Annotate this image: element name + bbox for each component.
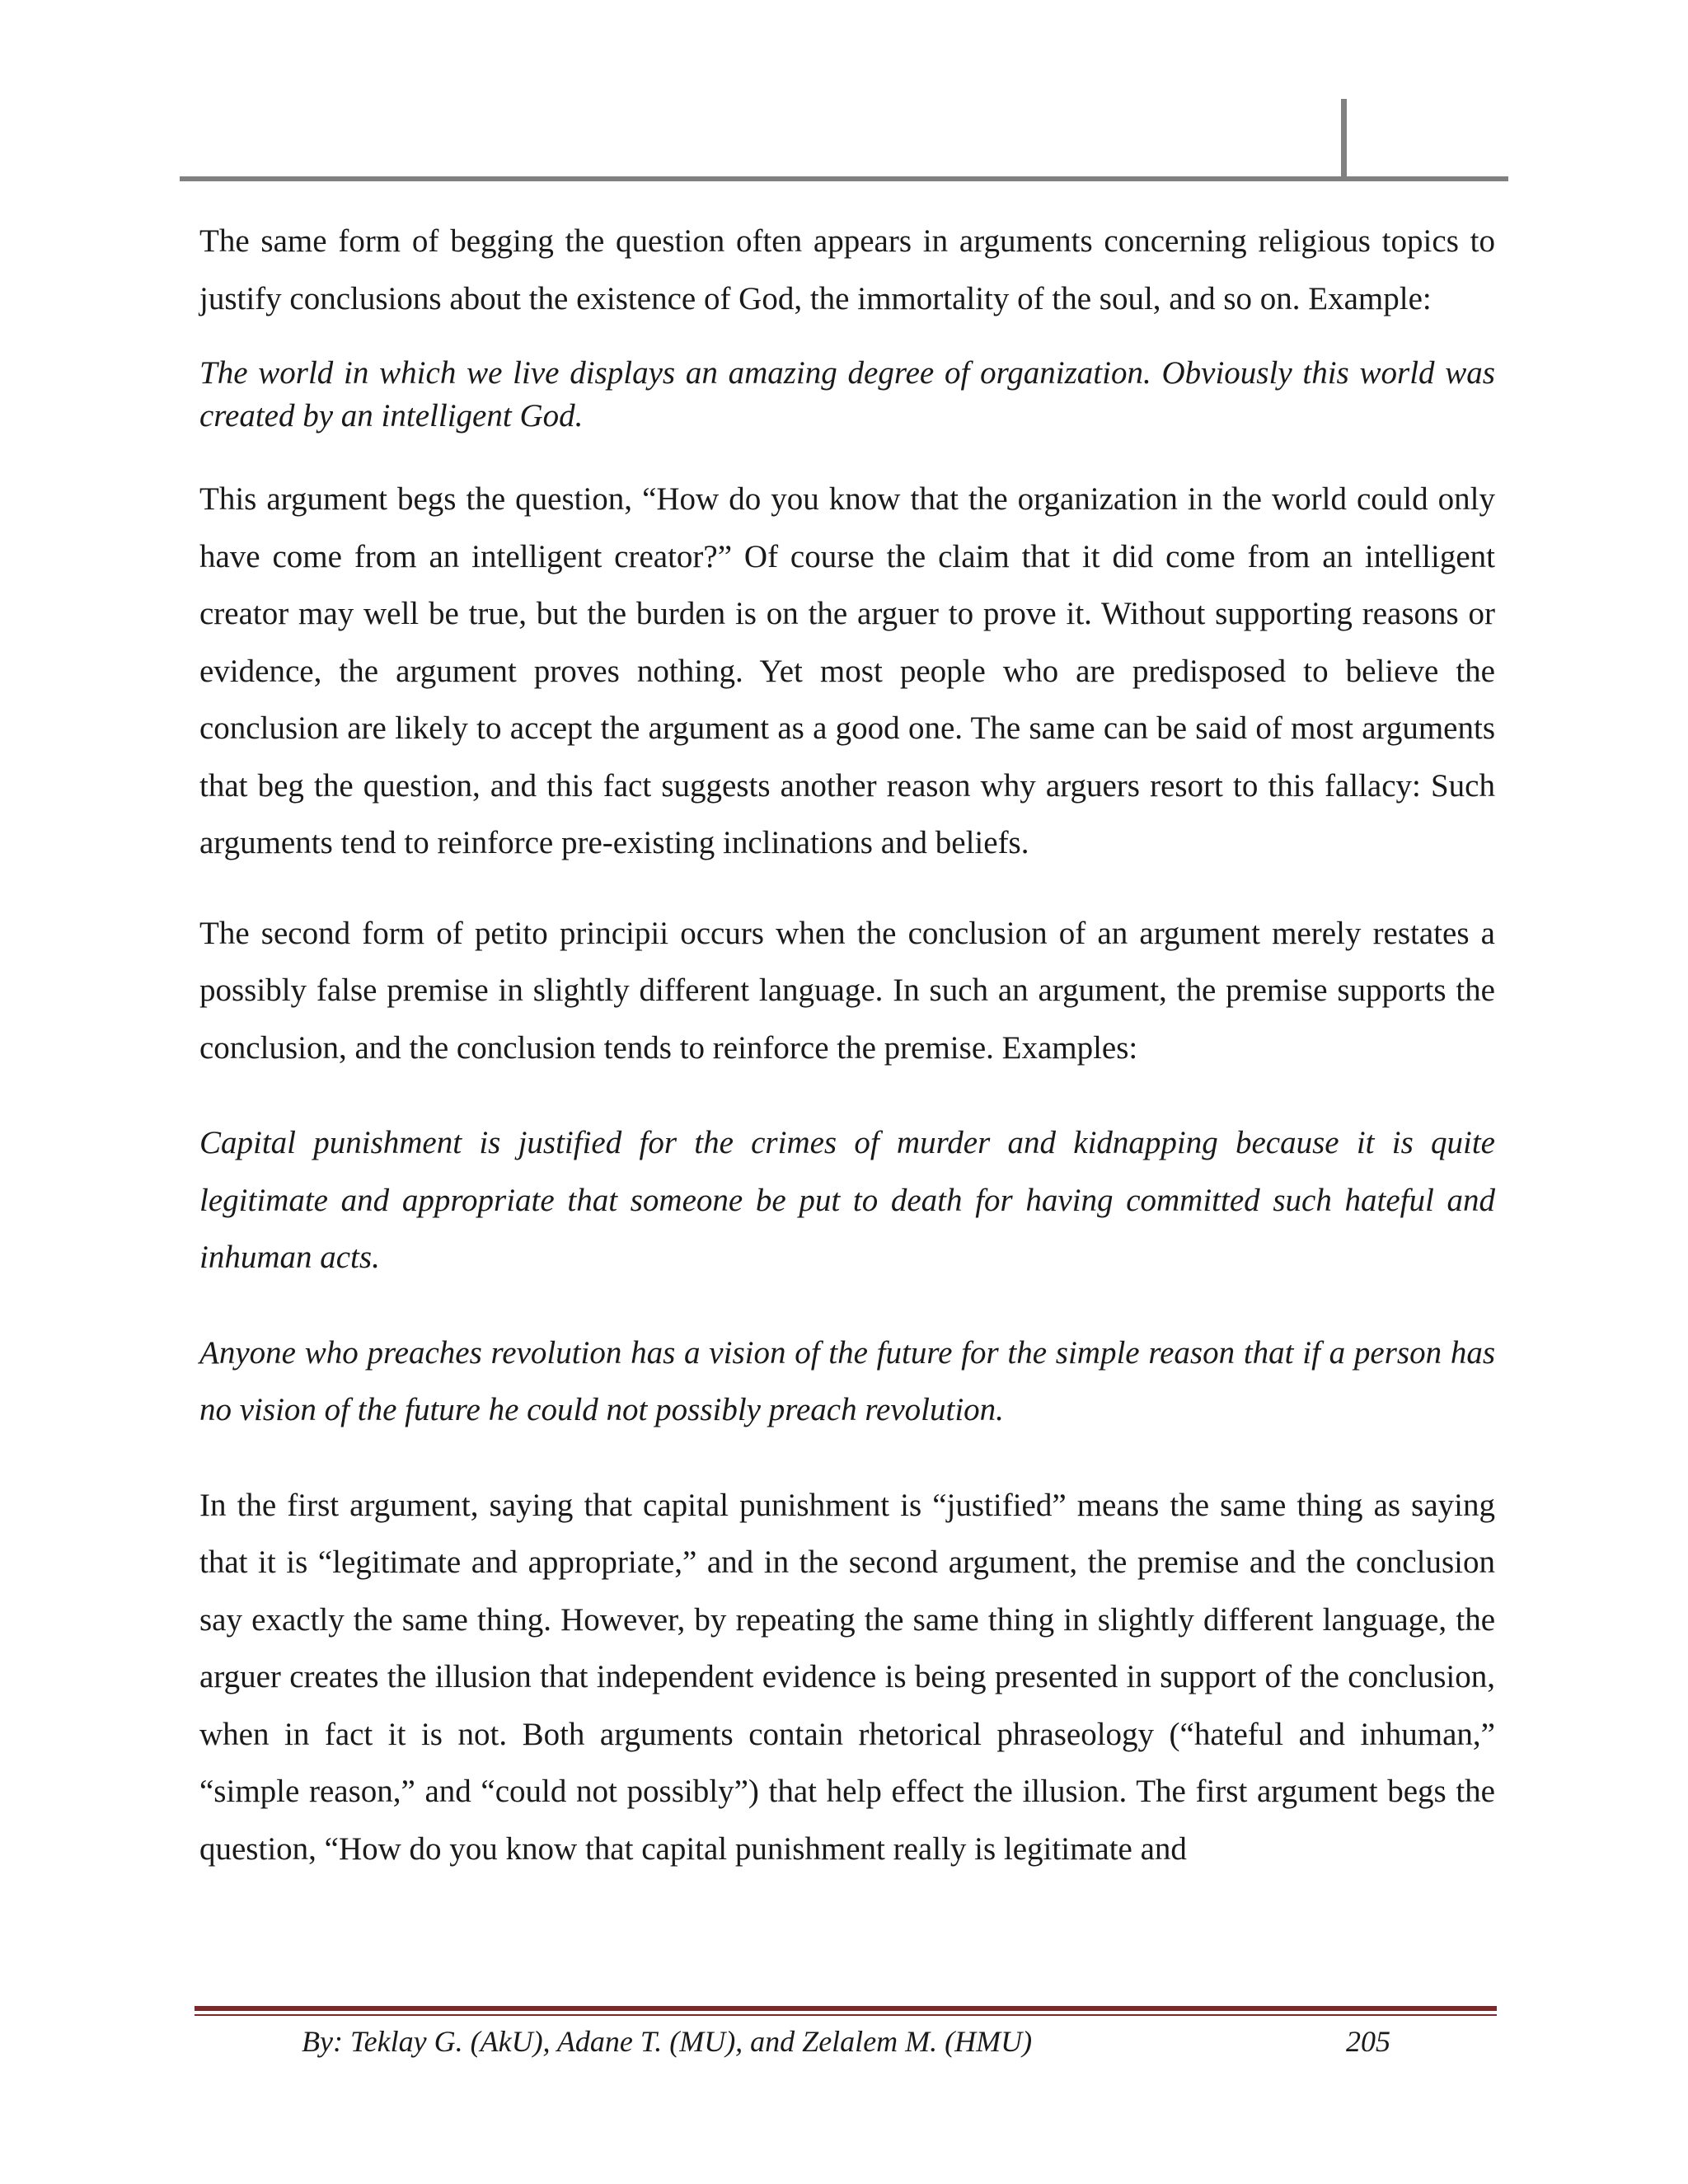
footer-rule-thin: [195, 2014, 1497, 2016]
example-revolution: Anyone who preaches revolution has a vision of the future for the simple reason that if a person has no vision of the future he could not possibly preach revolution.: [199, 1334, 1495, 1427]
footer-authors: By: Teklay G. (AkU), Adane T. (MU), and Zelalem M. (HMU): [302, 2025, 1033, 2058]
footer-rule-thick: [195, 2006, 1497, 2011]
paragraph-second-form: The second form of petito principii occurs when the conclusion of an argument merely restates a possibly false premise in slightly different language. In such an argument, the premise supports the conclusion, and the conclusion tends to reinforce the premise. Examples:: [199, 915, 1495, 1066]
paragraph-begs-question-analysis: This argument begs the question, “How do you know that the organization in the world could only have come from an intelligent creator?” Of course the claim that it did come from an intelligent creator may well be true, but the burden is on the arguer to prove it. Without supporting reasons or evidence, the argument proves nothing. Yet most people who are predisposed to believe the conclusion are likely to accept the argument as a good one. The same can be said of most arguments that beg the question, and this fact suggests another reason why arguers resort to this fallacy: Such arguments tend to reinforce pre-existing inclinations and beliefs.: [199, 481, 1495, 860]
page-body: [199, 213, 1495, 1877]
example-capital-punishment: Capital punishment is justified for the crimes of murder and kidnapping because it is quite legitimate and appropriate that someone be put to death for having committed such hateful and inhuman acts.: [199, 1125, 1495, 1275]
header-rule: [180, 176, 1508, 181]
header-tick: [1341, 99, 1347, 180]
page-number: 205: [1346, 2025, 1390, 2058]
paragraph-religious-begging: The same form of begging the question often appears in arguments concerning religious topics to justify conclusions about the existence of God, the immortality of the soul, and so on. Example:: [199, 223, 1495, 316]
paragraph-first-argument-analysis: In the first argument, saying that capital punishment is “justified” means the same thing as saying that it is “legitimate and appropriate,” and in the second argument, the premise and the conclusion say exactly the same thing. However, by repeating the same thing in slightly different language, the arguer creates the illusion that independent evidence is being presented in support of the conclusion, when in fact it is not. Both arguments contain rhetorical phraseology (“hateful and inhuman,” “simple reason,” and “could not possibly”) that help effect the illusion. The first argument begs the question, “How do you know that capital punishment really is legitimate and: [199, 1487, 1495, 1867]
page-footer: [0, 2019, 1688, 2069]
example-intelligent-god: The world in which we live displays an amazing degree of organization. Obviously this world was created by an intelligent God.: [199, 355, 1495, 434]
